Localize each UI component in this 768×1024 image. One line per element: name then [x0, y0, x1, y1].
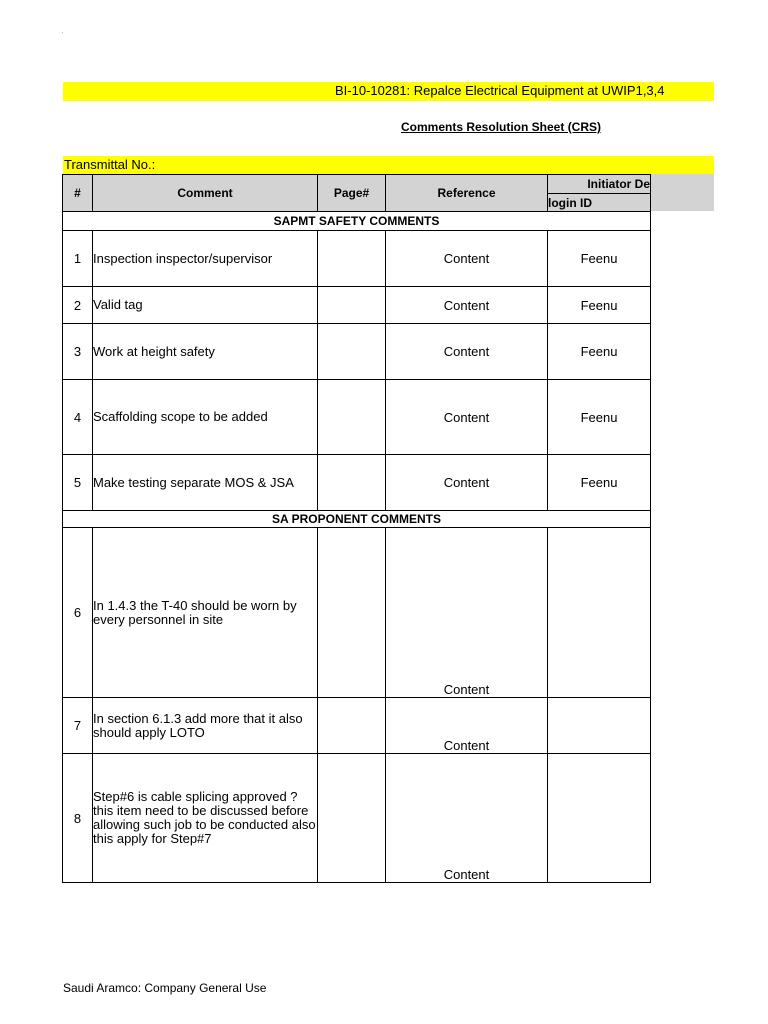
row-page [318, 324, 386, 380]
row-number: 8 [63, 754, 93, 883]
row-login [548, 528, 651, 698]
table-row [63, 324, 651, 380]
row-comment: Work at height safety [93, 324, 318, 380]
page-speck [62, 32, 63, 33]
comments-table [62, 174, 651, 883]
row-login [548, 698, 651, 754]
row-page [318, 698, 386, 754]
row-page [318, 287, 386, 324]
table-row [63, 380, 651, 455]
row-comment: Make testing separate MOS & JSA [93, 455, 318, 511]
row-login: Feenu [548, 455, 651, 511]
row-login: Feenu [548, 380, 651, 455]
row-login: Feenu [548, 287, 651, 324]
row-comment: Inspection inspector/supervisor [93, 231, 318, 287]
row-comment: Scaffolding scope to be added [93, 380, 318, 455]
crs-subtitle: Comments Resolution Sheet (CRS) [401, 120, 602, 134]
header-page: Page# [318, 175, 386, 212]
row-login: Feenu [548, 324, 651, 380]
table-row [63, 231, 651, 287]
row-comment: In section 6.1.3 add more that it also should apply LOTO [93, 698, 318, 754]
row-comment: In 1.4.3 the T-40 should be worn by every personnel in site [93, 528, 318, 698]
row-number: 5 [63, 455, 93, 511]
row-number: 2 [63, 287, 93, 324]
row-reference: Content [386, 455, 548, 511]
row-page [318, 455, 386, 511]
header-reference: Reference [386, 175, 548, 212]
section-title-sa-proponent: SA PROPONENT COMMENTS [63, 511, 651, 528]
row-number: 3 [63, 324, 93, 380]
table-row [63, 287, 651, 324]
transmittal-highlight-bar [63, 156, 714, 174]
document-title: BI-10-10281: Repalce Electrical Equipment at UWIP1,3,4 [335, 83, 665, 98]
header-num: # [63, 175, 93, 212]
row-reference: Content [386, 698, 548, 754]
row-comment: Step#6 is cable splicing approved ? this item need to be discussed before allowing such job to be conducted also this apply for Step#7 [93, 754, 318, 883]
table-row [63, 698, 651, 754]
row-reference: Content [386, 380, 548, 455]
row-reference: Content [386, 528, 548, 698]
table-row [63, 528, 651, 698]
row-number: 7 [63, 698, 93, 754]
row-comment: Valid tag [93, 287, 318, 324]
row-page [318, 231, 386, 287]
header-comment: Comment [93, 175, 318, 212]
row-page [318, 754, 386, 883]
row-login [548, 754, 651, 883]
header-login-id: login ID [548, 194, 651, 212]
row-login: Feenu [548, 231, 651, 287]
footer-classification: Saudi Aramco: Company General Use [63, 981, 267, 995]
row-reference: Content [386, 754, 548, 883]
row-page [318, 380, 386, 455]
header-initiator: Initiator De [548, 175, 651, 194]
table-row [63, 754, 651, 883]
row-number: 4 [63, 380, 93, 455]
table-row [63, 455, 651, 511]
row-number: 1 [63, 231, 93, 287]
row-reference: Content [386, 324, 548, 380]
row-page [318, 528, 386, 698]
section-title-sapmt: SAPMT SAFETY COMMENTS [63, 212, 651, 231]
row-number: 6 [63, 528, 93, 698]
row-reference: Content [386, 231, 548, 287]
row-reference: Content [386, 287, 548, 324]
transmittal-label: Transmittal No.: [64, 157, 156, 172]
